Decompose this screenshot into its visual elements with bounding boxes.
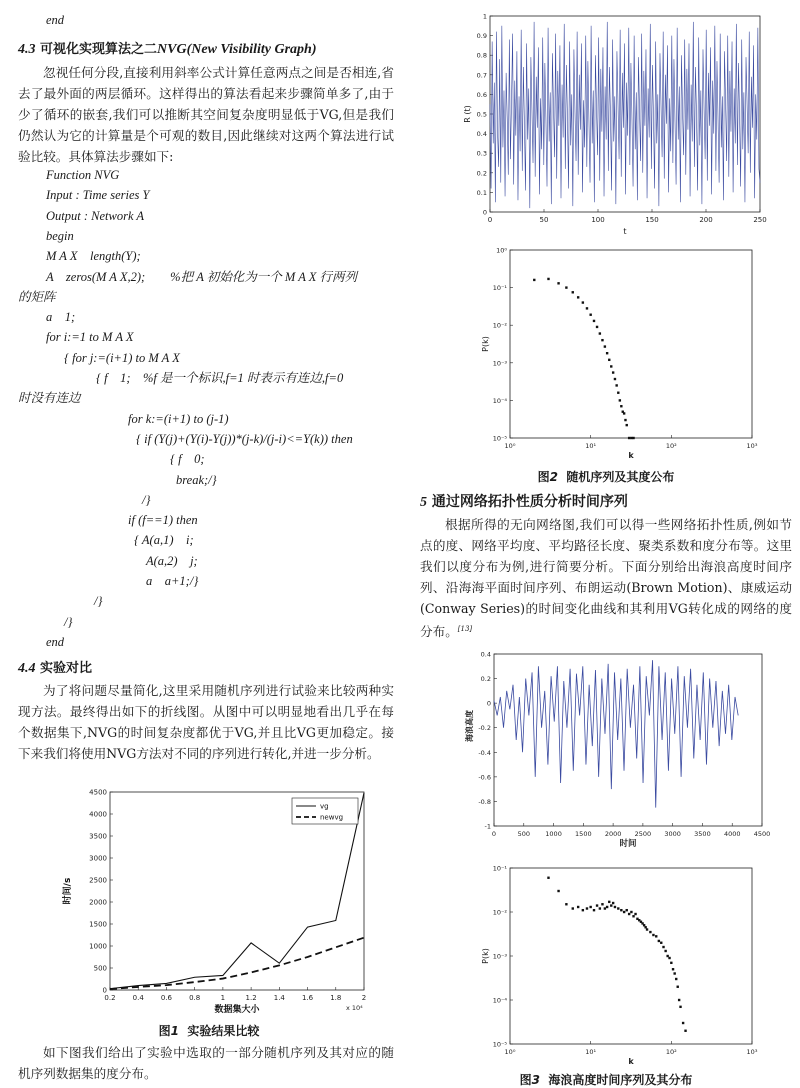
- x-tick-label: 1000: [545, 830, 562, 838]
- code-line: break;/}: [176, 472, 217, 487]
- x-tick-label: 1.2: [245, 994, 257, 1002]
- data-point: [630, 911, 632, 913]
- data-point: [660, 942, 662, 944]
- figure-2a-chart: [460, 8, 780, 238]
- x-tick-label: 1.4: [273, 994, 285, 1002]
- caption-number: 3: [531, 1073, 540, 1087]
- reference-mark: [13]: [457, 625, 473, 633]
- x-tick-label: 4000: [723, 830, 741, 838]
- x-tick-label: 10¹: [585, 442, 597, 450]
- data-point: [672, 968, 674, 970]
- data-point: [626, 909, 628, 911]
- y-tick-label: 0.8: [476, 51, 487, 60]
- y-axis-label: P(k): [481, 336, 490, 352]
- code-line: /}: [142, 492, 151, 507]
- code-line: M A X length(Y);: [46, 249, 141, 264]
- section-number: 4.3: [18, 42, 36, 57]
- x-tick-label: 2500: [634, 830, 652, 838]
- data-point: [628, 437, 630, 439]
- code-line: for i:=1 to M A X: [46, 330, 134, 345]
- caption-text: 实验结果比较: [187, 1024, 260, 1038]
- code-line: for k:=(i+1) to (j-1): [128, 411, 229, 426]
- data-point: [677, 986, 679, 988]
- data-point: [604, 345, 606, 347]
- y-tick-label: 0.5: [476, 110, 487, 119]
- section-title-latin: NVG(New Visibility Graph): [157, 42, 317, 57]
- y-tick-label: 1000: [89, 942, 107, 951]
- data-point: [632, 437, 634, 439]
- y-tick-label: 0.3: [476, 149, 487, 158]
- y-tick-label: -1: [484, 822, 491, 831]
- y-axis-label: 时间/s: [63, 877, 73, 905]
- data-point: [623, 911, 625, 913]
- data-point: [684, 1030, 686, 1032]
- x-tick-label: 10⁰: [504, 1048, 516, 1056]
- data-point: [678, 999, 680, 1001]
- data-point: [577, 296, 579, 298]
- section-title: 实验对比: [40, 661, 93, 676]
- x-tick-label: 10¹: [585, 1048, 597, 1056]
- data-point: [624, 419, 626, 421]
- x-tick-label: 0: [491, 830, 497, 838]
- x-axis-label: k: [628, 451, 634, 460]
- x-tick-label: 200: [699, 216, 713, 224]
- data-point: [662, 946, 664, 948]
- section-5-heading: [420, 491, 628, 511]
- figure-1-chart: [58, 786, 374, 1024]
- data-point: [620, 405, 622, 407]
- y-tick-label: 0: [486, 699, 491, 708]
- code-line: A zeros(M A X,2); %把 A 初始化为一个 M A X 行两列: [46, 269, 357, 284]
- y-tick-label: 0.2: [476, 169, 487, 178]
- data-point: [644, 926, 646, 928]
- data-point: [599, 332, 601, 334]
- code-line: 的矩阵: [18, 289, 56, 304]
- plot-frame: [510, 868, 752, 1044]
- y-tick-label: 10⁻¹: [492, 284, 507, 293]
- x-axis-label: k: [628, 1057, 634, 1066]
- data-point: [655, 935, 657, 937]
- data-point: [565, 286, 567, 288]
- x-tick-label: 2: [361, 994, 367, 1002]
- y-tick-label: 0.7: [476, 71, 487, 80]
- y-tick-label: 10⁻⁴: [492, 396, 507, 405]
- x-tick-label: 1.6: [301, 994, 314, 1002]
- figure-3a-chart: [460, 648, 780, 858]
- data-point: [596, 904, 598, 906]
- x-tick-label: 0.8: [189, 994, 201, 1002]
- y-tick-label: 2000: [89, 898, 107, 907]
- code-line: Input : Time series Y: [46, 188, 150, 203]
- y-tick-label: 10⁻⁵: [492, 434, 507, 443]
- code-line: { for j:=(i+1) to M A X: [64, 350, 180, 365]
- paragraph-4-3: 忽视任何分段,直接利用斜率公式计算任意两点之间是否相连,省去了最外面的两层循环。这样得出的算法看起来步骤简单多了,由于少了循环的嵌套,我们可以推断其空间复杂度明显低于VG,但是我们仍然认为它的计算量是个可观的数目,因此继续对这两个算法进行试验比较。具体算法步骤如下:: [18, 65, 394, 164]
- y-tick-label: 0.1: [476, 188, 487, 197]
- data-point: [679, 1006, 681, 1008]
- data-point: [586, 907, 588, 909]
- data-point: [608, 901, 610, 903]
- paragraph-5-text: 根据所得的无向网络图,我们可以得一些网络拓扑性质,例如节点的度、网络平均度、平均路径长度、聚类系数和度分布等。这里我们以度分布为例,进行简要分析。下面分别给出海浪高度时间序列、沿海海平面时间序列、布朗运动(Brown Motion)、康威运动(Conway Series)的时间变化曲线和其利用VG转化成的网络的度分布。: [420, 517, 792, 640]
- section-title: 通过网络拓扑性质分析时间序列: [431, 494, 628, 510]
- code-line: end: [46, 634, 65, 649]
- y-tick-label: -0.8: [478, 797, 491, 806]
- y-tick-label: 0.4: [480, 650, 491, 659]
- data-point: [612, 371, 614, 373]
- code-end-top: end: [46, 13, 65, 27]
- legend-label-vg: vg: [320, 802, 329, 811]
- y-tick-label: -0.6: [478, 773, 491, 782]
- x-tick-label: 0.2: [104, 994, 116, 1002]
- x-tick-label: 0: [487, 216, 493, 224]
- data-point: [664, 950, 666, 952]
- code-line: begin: [46, 228, 74, 243]
- data-point: [572, 907, 574, 909]
- data-point: [586, 307, 588, 309]
- y-tick-label: 10⁻¹: [492, 864, 507, 873]
- y-tick-label: 0.9: [476, 32, 487, 41]
- data-point: [565, 903, 567, 905]
- y-axis-label: P(k): [481, 948, 490, 964]
- x-tick-label: 10³: [746, 442, 758, 450]
- code-line: if (f==1) then: [128, 513, 198, 528]
- data-point: [628, 913, 630, 915]
- section-4-4-heading: [18, 657, 92, 677]
- data-point: [582, 301, 584, 303]
- series-line-newvg: [110, 938, 364, 989]
- figure-2-caption: [420, 468, 792, 485]
- data-point: [673, 972, 675, 974]
- data-point: [620, 909, 622, 911]
- data-point: [626, 424, 628, 426]
- x-tick-label: 250: [753, 216, 767, 224]
- figure-1-caption: [18, 1022, 400, 1039]
- data-point: [634, 913, 636, 915]
- y-tick-label: 4000: [89, 810, 107, 819]
- caption-number: 1: [170, 1024, 179, 1038]
- data-point: [614, 906, 616, 908]
- data-point: [610, 365, 612, 367]
- y-tick-label: 0.2: [480, 675, 491, 684]
- x-tick-label: 10⁰: [504, 442, 516, 450]
- caption-prefix: 图: [158, 1024, 171, 1038]
- x-tick-label: 0.6: [160, 994, 173, 1002]
- y-tick-label: 1: [482, 12, 487, 21]
- data-point: [612, 902, 614, 904]
- code-line: Function NVG: [46, 168, 120, 182]
- y-tick-label: 0.6: [476, 90, 487, 99]
- caption-text: 海浪高度时间序列及其分布: [548, 1073, 693, 1087]
- data-point: [615, 384, 617, 386]
- code-line: Output : Network A: [46, 208, 145, 223]
- x-tick-label: 150: [645, 216, 659, 224]
- data-point: [589, 314, 591, 316]
- code-line: 时没有连边: [18, 391, 81, 406]
- data-point: [675, 978, 677, 980]
- x-axis-label: 数据集大小: [214, 1005, 260, 1015]
- y-tick-label: 1500: [89, 920, 107, 929]
- data-point: [617, 907, 619, 909]
- y-axis-label: 海浪高度: [465, 710, 474, 742]
- x-axis-label: 时间: [619, 839, 637, 849]
- y-tick-label: 10⁻³: [492, 359, 507, 368]
- code-line: { f 1; %f 是一个标识,f=1 时表示有连边,f=0: [96, 371, 344, 385]
- y-tick-label: -0.2: [478, 724, 491, 733]
- caption-number: 2: [549, 470, 558, 484]
- data-point: [604, 907, 606, 909]
- figure-3-caption: [420, 1071, 792, 1088]
- data-point: [533, 279, 535, 281]
- plot-frame: [510, 250, 752, 438]
- data-point: [596, 326, 598, 328]
- y-tick-label: 0: [102, 986, 107, 995]
- data-point: [577, 906, 579, 908]
- data-point: [658, 940, 660, 942]
- data-point: [589, 906, 591, 908]
- data-point: [614, 378, 616, 380]
- y-tick-label: 4500: [89, 788, 107, 797]
- y-tick-label: 2500: [89, 876, 107, 885]
- data-point: [670, 962, 672, 964]
- data-point: [582, 909, 584, 911]
- caption-prefix: 图: [537, 470, 550, 484]
- data-point: [606, 352, 608, 354]
- x-tick-label: 10²: [665, 442, 677, 450]
- y-tick-label: 10⁻⁵: [492, 1040, 507, 1049]
- data-point: [652, 934, 654, 936]
- x-tick-label: 3000: [664, 830, 681, 838]
- section-4-3-heading: [18, 38, 317, 58]
- x-tick-label: 1: [220, 994, 226, 1002]
- paragraph-after-fig1: 如下图我们给出了实验中选取的一部分随机序列及其对应的随机序列数据集的度分布。: [18, 1045, 394, 1081]
- data-point: [601, 903, 603, 905]
- data-point: [649, 931, 651, 933]
- code-line: /}: [94, 594, 103, 609]
- y-tick-label: 3000: [89, 854, 107, 863]
- x-tick-label: 500: [517, 830, 530, 838]
- x-tick-label: 2000: [604, 830, 622, 838]
- data-point: [593, 320, 595, 322]
- x-tick-label: 1500: [575, 830, 592, 838]
- code-line: A(a,2) j;: [146, 553, 198, 568]
- data-point: [610, 904, 612, 906]
- code-line: a a+1;/}: [146, 574, 199, 588]
- y-tick-label: 3500: [89, 832, 107, 841]
- data-point: [572, 291, 574, 293]
- data-point: [606, 906, 608, 908]
- data-point: [547, 877, 549, 879]
- y-tick-label: 10⁻²: [492, 321, 507, 330]
- x-tick-label: 4500: [753, 830, 771, 838]
- caption-prefix: 图: [519, 1073, 532, 1087]
- y-tick-label: 10⁰: [496, 246, 507, 255]
- y-axis-label: R (t): [463, 105, 472, 123]
- random-series-line: [490, 22, 760, 208]
- paragraph-5: [420, 514, 792, 642]
- x-multiplier: x 10⁴: [346, 1004, 363, 1012]
- x-tick-label: 0.4: [132, 994, 144, 1002]
- data-point: [668, 957, 670, 959]
- y-tick-label: -0.4: [478, 748, 491, 757]
- y-tick-label: 500: [93, 964, 107, 973]
- data-point: [599, 907, 601, 909]
- x-tick-label: 50: [539, 216, 549, 224]
- x-tick-label: 10³: [746, 1048, 758, 1056]
- caption-text: 随机序列及其度公布: [566, 470, 675, 484]
- y-tick-label: 10⁻⁴: [492, 996, 507, 1005]
- y-tick-label: 10⁻²: [492, 908, 507, 917]
- code-line: { if (Y(j)+(Y(i)-Y(j))*(j-k)/(j-i)<=Y(k)) then: [136, 431, 353, 446]
- data-point: [619, 399, 621, 401]
- y-tick-label: 10⁻³: [492, 952, 507, 961]
- section-number: 4.4: [18, 661, 36, 676]
- figure-2b-chart: [476, 244, 766, 466]
- data-point: [617, 392, 619, 394]
- x-axis-label: t: [623, 227, 627, 236]
- data-point: [623, 412, 625, 414]
- data-point: [593, 909, 595, 911]
- data-point: [557, 890, 559, 892]
- data-point: [557, 282, 559, 284]
- section-title: 可视化实现算法之二: [40, 42, 158, 57]
- data-point: [630, 437, 632, 439]
- data-point: [632, 915, 634, 917]
- y-tick-label: 0.4: [476, 130, 487, 139]
- y-tick-label: 0: [482, 208, 487, 217]
- code-line: a 1;: [46, 310, 76, 325]
- data-point: [682, 1022, 684, 1024]
- code-line: { A(a,1) i;: [134, 533, 194, 548]
- paragraph-4-4: 为了将问题尽量简化,这里采用随机序列进行试验来比较两种实现方法。最终得出如下的折线图。从图中可以明显地看出几乎在每个数据集下,NVG的时间复杂度都优于VG,并且比VG更加稳定。接下来我们将使用NVG方法对不同的序列进行转化,并进一步分析。: [18, 683, 394, 761]
- code-line: { f 0;: [170, 452, 205, 467]
- data-point: [547, 278, 549, 280]
- data-point: [608, 359, 610, 361]
- x-tick-label: 100: [591, 216, 605, 224]
- section-number: 5: [420, 495, 427, 510]
- figure-3b-chart: [476, 862, 766, 1070]
- data-point: [646, 928, 648, 930]
- legend-label-newvg: newvg: [320, 813, 344, 822]
- x-tick-label: 3500: [694, 830, 711, 838]
- code-line: /}: [64, 614, 73, 629]
- x-tick-label: 1.8: [330, 994, 342, 1002]
- x-tick-label: 10²: [665, 1048, 677, 1056]
- wave-height-line: [494, 660, 738, 807]
- data-point: [601, 339, 603, 341]
